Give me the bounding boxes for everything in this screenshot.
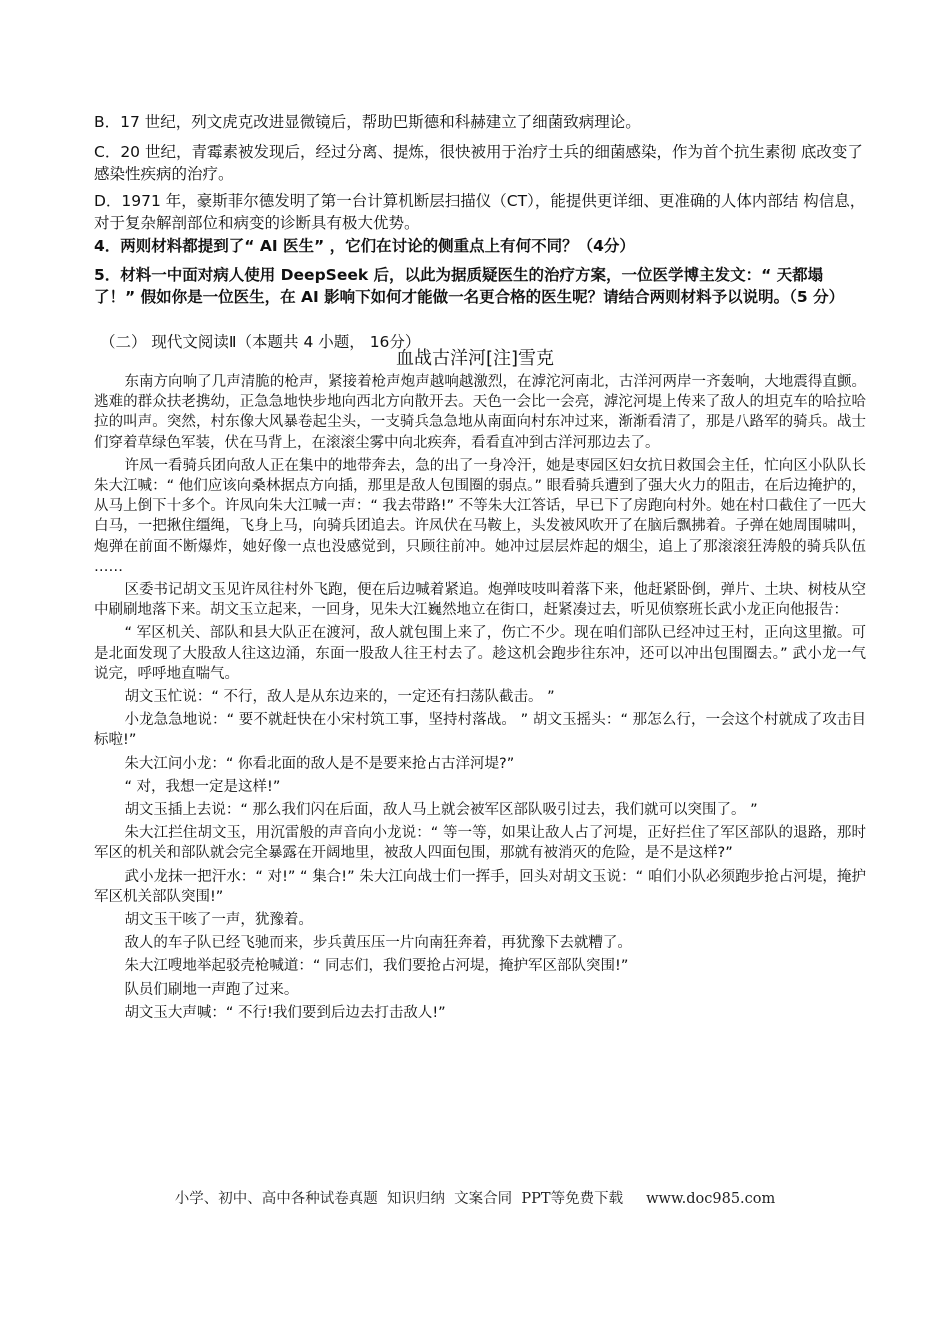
story-paragraph: 胡文玉大声喊：“ 不行!我们要到后边去打击敌人!”: [124, 1004, 446, 1021]
question-4: 4．两则材料都提到了“ AI 医生” ，它们在讨论的侧重点上有何不同？（4分）: [94, 237, 635, 255]
story-paragraph: 胡文玉干咳了一声，犹豫着。: [124, 912, 313, 929]
story-paragraph: 队员们刷地一声跑了过来。: [124, 981, 299, 998]
story-paragraph: 区委书记胡文玉见许凤往村外飞跑，便在后边喊着紧追。炮弹吱吱叫着落下来，他赶紧卧倒，弹片、土块、树枝从空中刷刷地落下来。胡文玉立起来，一回身，见朱大江巍然地立在街口，赶紧凑过去，听见侦察班长武小龙正向他报告：: [94, 582, 866, 619]
story-paragraph: 朱大江拦住胡文玉，用沉雷般的声音向小龙说：“ 等一等，如果让敌人占了河堤，正好拦住了军区部队的退路，那时军区的机关和部队就会完全暴露在开阔地里，被敌人四面包围，那就有被消灭的危险，是不是这样?”: [94, 825, 866, 862]
option-d: D．1971 年，豪斯菲尔德发明了第一台计算机断层扫描仪（CT），能提供更详细、更准确的人体内部结 构信息，对于复杂解剖部位和病变的诊断具有极大优势。: [94, 192, 866, 232]
option-b: B．17 世纪，列文虎克改进显微镜后，帮助巴斯德和科赫建立了细菌致病理论。: [94, 113, 641, 131]
story-paragraph: “ 对，我想一定是这样!”: [124, 778, 281, 795]
story-paragraph: 东南方向响了几声清脆的枪声，紧接着枪声炮声越响越激烈，在滹沱河南北，古洋河两岸一齐轰响，大地震得直颤。逃难的群众扶老携幼，正急急地快步地向西北方向散开去。天色一会比一会亮，滹沱河堤上传来了敌人的坦克车的哈拉哈拉的叫声。突然，村东像大风暴卷起尘头，一支骑兵急急地从南面向村东冲过来，渐渐看清了，那是八路军的骑兵。战士们穿着草绿色军装，伏在马背上，在滚滚尘雾中向北疾奔，看看直冲到古洋河那边去了。: [94, 374, 866, 451]
story-paragraph: 朱大江嗖地举起驳壳枪喊道：“ 同志们，我们要抢占河堤，掩护军区部队突围!”: [124, 958, 629, 975]
section-header: （二） 现代文阅读Ⅱ（本题共 4 小题， 16分）: [100, 333, 421, 351]
story-paragraph: 敌人的车子队已经飞驰而来，步兵黄压压一片向南狂奔着，再犹豫下去就糟了。: [124, 935, 632, 952]
question-5: 5．材料一中面对病人使用 DeepSeek 后，以此为据质疑医生的治疗方案，一位医学博主发文：“ 天都塌 了！” 假如你是一位医生，在 AI 影响下如何才能做一名更合格的医生呢？请结合两则材料予以说明。（5 分）: [94, 266, 845, 306]
option-c: C．20 世纪，青霉素被发现后，经过分离、提炼，很快被用于治疗士兵的细菌感染，作为首个抗生素彻 底改变了感染性疾病的治疗。: [94, 143, 863, 183]
story-body: [94, 372, 866, 1026]
page-footer: 小学、初中、高中各种试卷真题 知识归纳 文案合同 PPT等免费下载 www.doc985.com: [174, 1191, 776, 1207]
story-title: 血战古洋河[注]雪克: [395, 348, 555, 369]
story-paragraph: “ 军区机关、部队和县大队正在渡河，敌人就包围上来了，伤亡不少。现在咱们部队已经冲过王村，正向这里撤。可是北面发现了大股敌人往这边涌，东面一股敌人往王村去了。趁这机会跑步往东冲，还可以冲出包围圈去。” 武小龙一气说完，呼呼地直喘气。: [94, 625, 866, 682]
story-paragraph: 胡文玉忙说：“ 不行，敌人是从东边来的，一定还有扫荡队截击。 ”: [124, 689, 555, 706]
story-paragraph: 朱大江问小龙：“ 你看北面的敌人是不是要来抢占古洋河堤?”: [124, 755, 515, 772]
story-paragraph: 武小龙抹一把汗水：“ 对!” “ 集合!” 朱大江向战士们一挥手，回头对胡文玉说：“ 咱们小队必须跑步抢占河堤，掩护军区机关部队突围!”: [94, 868, 866, 905]
story-paragraph: 小龙急急地说：“ 要不就赶快在小宋村筑工事，坚持村落战。 ” 胡文玉摇头：“ 那怎么行，一会这个村就成了攻击目标啦!”: [94, 712, 866, 749]
story-paragraph: 胡文玉插上去说：“ 那么我们闪在后面，敌人马上就会被军区部队吸引过去，我们就可以突围了。 ”: [124, 802, 758, 819]
story-paragraph: 许凤一看骑兵团向敌人正在集中的地带奔去，急的出了一身冷汗，她是枣园区妇女抗日救国会主任，忙向区小队队长朱大江喊：“ 他们应该向桑林据点方向插，那里是敌人包围圈的弱点。” 眼看骑兵遭到了强大火力的阻击，在后边掩护的，从马上倒下十多个。许凤向朱大江喊一声：“ 我去带路!” 不等朱大江答话，早已下了房跑向村外。她在村口截住了一匹大白马，一把揪住缰绳，飞身上马，向骑兵团追去。许凤伏在马鞍上，头发被风吹开了在脑后飘拂着。子弹在她周围啸叫，炮弹在前面不断爆炸，她好像一点也没感觉到，只顾往前冲。她冲过层层炸起的烟尘，追上了那滚滚狂涛般的骑兵队伍 ……: [94, 457, 866, 575]
